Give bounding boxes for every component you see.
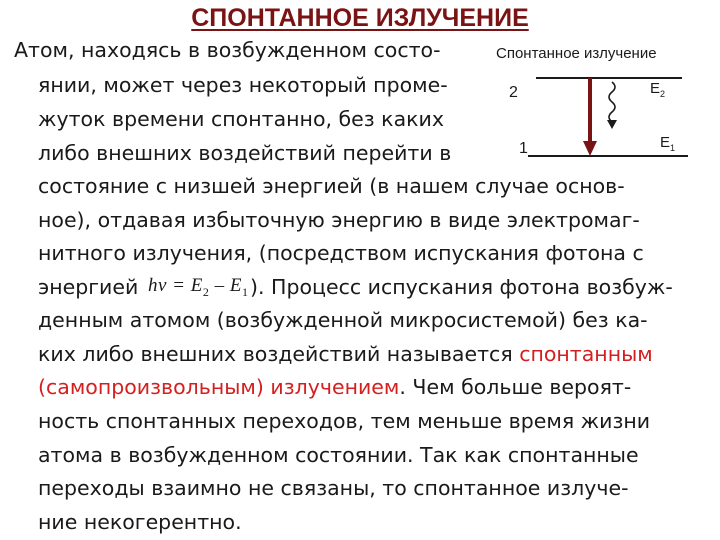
text-line-15: ние некогерентно.	[38, 510, 242, 534]
text-line-5: состояние с низшей энергией (в нашем случае основ-	[38, 174, 625, 198]
text-line-4: либо внешних воздействий перейти в	[38, 141, 452, 165]
text-line-12: ность спонтанных переходов, тем меньше время жизни	[38, 409, 651, 433]
text-line-13: атома в возбужденном состоянии. Так как спонтанные	[38, 443, 639, 467]
photon-wave-icon	[609, 82, 615, 122]
text-line-9: денным атомом (возбужденной микросистемой) без ка-	[38, 308, 648, 332]
page-title: СПОНТАННОЕ ИЗЛУЧЕНИЕ	[191, 4, 529, 32]
text-line-1: Атом, находясь в возбужденном состо-	[14, 38, 441, 62]
energy-e1-letter: E	[660, 134, 671, 151]
highlight-spontaneous-emission: (самопроизвольным) излучением	[38, 375, 400, 399]
energy-e2-sub: 2	[660, 89, 666, 99]
text-line-14: переходы взаимно не связаны, то спонтанное излуче-	[38, 476, 629, 500]
level-1-number: 1	[519, 140, 528, 157]
energy-e1-sub: 1	[670, 143, 676, 153]
formula-mid: – E	[209, 275, 242, 296]
text-line-8-end: ). Процесс испускания фотона возбуж-	[250, 275, 673, 299]
text-line-2: янии, может через некоторый проме-	[38, 73, 448, 97]
energy-e2-letter: E	[650, 80, 661, 97]
diagram-caption: Спонтанное излучение	[496, 45, 657, 62]
transition-arrow-head	[583, 141, 597, 156]
photon-arrow-head	[607, 120, 617, 129]
formula-sub-2: 2	[202, 284, 210, 299]
text-line-8-start: энергией	[38, 275, 139, 299]
text-line-11-end: . Чем больше вероят-	[399, 375, 632, 399]
text-line-3: жуток времени спонтанно, без каких	[38, 107, 444, 131]
text-line-6: ное), отдавая избыточную энергию в виде электромаг-	[38, 208, 640, 232]
text-line-10-start: ких либо внешних воздействий называется	[38, 342, 513, 366]
formula-lhs: hν = E	[148, 275, 203, 296]
formula-sub-1: 1	[241, 284, 249, 299]
highlight-spontaneous: спонтанным	[519, 342, 653, 366]
text-line-7: нитного излучения, (посредством испускания фотона с	[38, 241, 644, 265]
level-2-number: 2	[509, 84, 518, 101]
